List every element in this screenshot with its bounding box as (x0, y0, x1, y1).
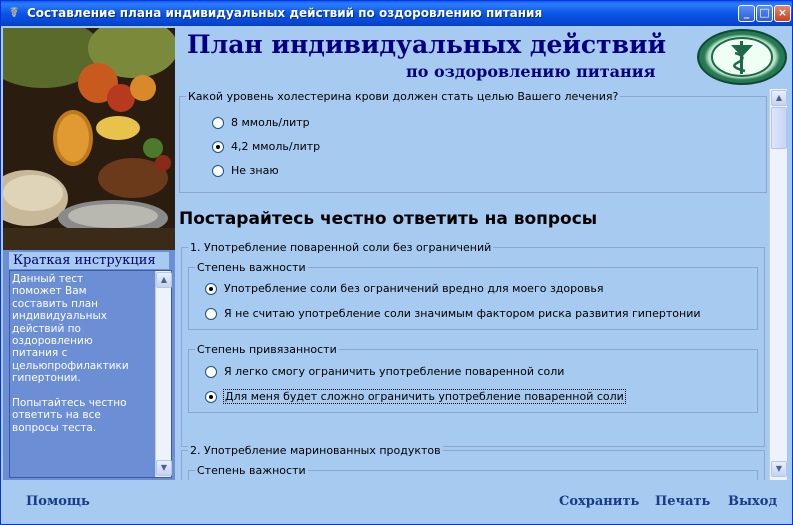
help-button[interactable]: Помощь (26, 494, 90, 509)
app-icon[interactable]: ☤ (9, 5, 19, 21)
question-1-title: 1. Употребление поваренной соли без ограничений (190, 241, 492, 254)
option-label: Для меня будет сложно ограничить употребление поваренной соли (225, 390, 624, 403)
option-label: Не знаю (231, 164, 279, 177)
question-2-importance-group (188, 464, 758, 480)
section-heading: Постарайтесь честно ответить на вопросы (179, 209, 598, 229)
cholesterol-option-4-2[interactable] (212, 140, 320, 153)
instructions-scrollbar[interactable] (155, 271, 171, 477)
radio-button-selected[interactable] (212, 141, 224, 153)
question-2-title: 2. Употребление маринованных продуктов (190, 444, 441, 457)
radio-button[interactable] (212, 117, 224, 129)
scroll-down-button[interactable]: ▼ (771, 461, 787, 477)
option-label: Употребление соли без ограничений вредно для моего здоровья (224, 282, 604, 295)
save-button[interactable]: Сохранить (559, 494, 640, 509)
radio-button[interactable] (205, 366, 217, 378)
option-label: 4,2 ммоль/литр (231, 140, 321, 153)
content-scrollbar[interactable] (769, 89, 787, 480)
radio-button-selected[interactable] (205, 391, 217, 403)
radio-button-selected[interactable] (205, 283, 217, 295)
attachment-option-hard[interactable] (205, 390, 625, 403)
cholesterol-option-8[interactable] (212, 116, 310, 129)
question-2-group (181, 444, 765, 480)
radio-button[interactable] (205, 308, 217, 320)
instructions-scroll-up-button[interactable]: ▲ (156, 272, 172, 288)
instructions-title: Краткая инструкция (9, 252, 169, 269)
food-photo-illustration (3, 28, 175, 250)
option-label: Я легко смогу ограничить употребление поваренной соли (224, 365, 565, 378)
exit-button[interactable]: Выход (728, 494, 778, 509)
instructions-text: Данный тест поможет Вам составить план индивидуальных действий по оздоровлению питания с цельюпрофилактики гипертонии. Попытайтесь честно ответить на все вопросы теста. (12, 273, 129, 434)
minimize-button[interactable]: _ (738, 5, 755, 22)
option-label: Я не считаю употребление соли значимым фактором риска развития гипертонии (224, 307, 701, 320)
instructions-scroll-down-button[interactable]: ▼ (156, 460, 172, 476)
page-title: План индивидуальных действий (187, 30, 667, 59)
title-bar[interactable] (1, 1, 792, 26)
print-button[interactable]: Печать (655, 494, 711, 509)
question-1-importance-group (188, 261, 758, 330)
page-subtitle: по оздоровлению питания (406, 62, 656, 81)
instructions-box[interactable] (9, 270, 172, 478)
question-1-group (181, 241, 765, 447)
importance-label: Степень важности (197, 261, 306, 274)
importance-option-harmful[interactable] (205, 282, 603, 295)
caduceus-icon (697, 29, 787, 85)
close-button[interactable]: × (774, 5, 791, 22)
radio-button[interactable] (212, 165, 224, 177)
question-1-attachment-group (188, 343, 758, 413)
importance-option-not-significant[interactable] (205, 307, 701, 320)
bottom-toolbar (3, 481, 790, 524)
food-photo (3, 28, 175, 250)
cholesterol-question: Какой уровень холестерина крови должен стать целью Вашего лечения? (188, 90, 619, 103)
cholesterol-option-unknown[interactable] (212, 164, 279, 177)
maximize-button[interactable]: □ (756, 5, 773, 22)
left-panel (3, 28, 175, 480)
page-header (177, 28, 791, 89)
option-label: 8 ммоль/литр (231, 116, 310, 129)
attachment-label: Степень привязанности (197, 343, 337, 356)
importance-label: Степень важности (197, 464, 306, 477)
scroll-thumb[interactable] (771, 107, 787, 149)
window-title: Составление плана индивидуальных действий по оздоровлению питания (27, 6, 543, 20)
attachment-option-easy[interactable] (205, 365, 564, 378)
cholesterol-question-group (179, 90, 767, 193)
caduceus-symbol (699, 31, 785, 83)
scroll-up-button[interactable]: ▲ (771, 90, 787, 106)
test-content (177, 89, 769, 480)
